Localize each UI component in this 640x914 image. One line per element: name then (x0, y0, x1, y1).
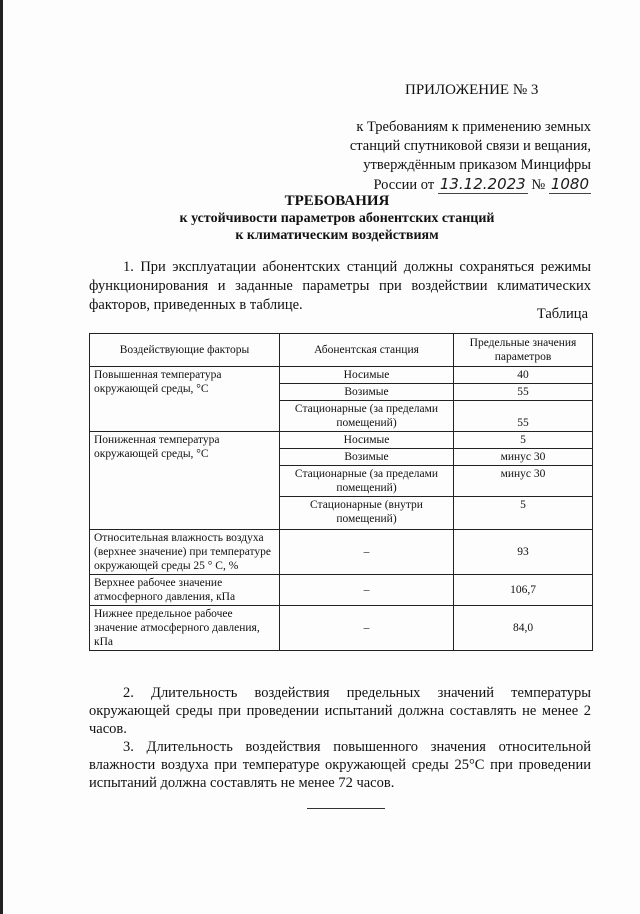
value-cell: 84,0 (454, 606, 593, 651)
station-cell: Возимые (280, 449, 454, 466)
value-cell: 93 (454, 530, 593, 575)
value-cell: 40 (454, 367, 593, 384)
value-cell: 5 (454, 497, 593, 530)
value-cell: 55 (454, 401, 593, 432)
reference-line: России от (373, 177, 435, 193)
appendix-title: ПРИЛОЖЕНИЕ № 3 (405, 82, 539, 98)
paragraph-3: 3. Длительность воздействия повышенного значения относительной влажности воздуха при температуре окружающей среды 25°С при проведении испытаний должна составлять не менее 72 часов. (89, 739, 591, 791)
factor-cell: Пониженная температура окружающей среды, °С (90, 432, 280, 530)
station-cell: Носимые (280, 367, 454, 384)
requirements-table (89, 333, 593, 651)
reference-line: к Требованиям к применению земных (356, 119, 591, 135)
station-cell: – (280, 575, 454, 606)
table-row (90, 367, 593, 384)
end-divider (307, 808, 385, 809)
title-line: к устойчивости параметров абонентских станций (179, 211, 495, 226)
station-cell: Стационарные (за пределами помещений) (280, 466, 454, 497)
station-cell: Возимые (280, 384, 454, 401)
reference-line: станций спутниковой связи и вещания, (349, 138, 591, 154)
title-line: к климатическим воздействиям (235, 228, 439, 243)
station-cell: Носимые (280, 432, 454, 449)
handwritten-date: 13.12.2023 (439, 175, 526, 193)
station-cell: Стационарные (за пределами помещений) (280, 401, 454, 432)
station-cell: – (280, 606, 454, 651)
table-header-row (90, 334, 593, 367)
value-cell: минус 30 (454, 449, 593, 466)
value-cell: 55 (454, 384, 593, 401)
paragraph-1: 1. При эксплуатации абонентских станций должны сохраняться режимы функционирования и заданные параметры при воздействии климатических факторов, приведенных в таблице. (89, 259, 591, 313)
paragraph-2: 2. Длительность воздействия предельных значений температуры окружающей среды при проведении испытаний должна составлять не менее 2 часов. (89, 685, 591, 737)
table-row (90, 575, 593, 606)
appendix-reference (339, 118, 591, 195)
header-cell: Воздействующие факторы (90, 334, 280, 367)
table-row (90, 432, 593, 449)
title-main: ТРЕБОВАНИЯ (284, 193, 390, 209)
handwritten-number: 1080 (550, 175, 589, 193)
station-cell: Стационарные (внутри помещений) (280, 497, 454, 530)
header-cell: Абонентская станция (280, 334, 454, 367)
factor-cell: Относительная влажность воздуха (верхнее значение) при температуре окружающей среды 25 ° С, % (90, 530, 280, 575)
number-label: № (531, 177, 546, 193)
value-cell: 106,7 (454, 575, 593, 606)
table-label: Таблица (536, 306, 588, 322)
factor-cell: Верхнее рабочее значение атмосферного давления, кПа (90, 575, 280, 606)
table-row (90, 530, 593, 575)
value-cell: минус 30 (454, 466, 593, 497)
table-row (90, 606, 593, 651)
factor-cell: Повышенная температура окружающей среды, °С (90, 367, 280, 432)
document-title (63, 193, 611, 244)
station-cell: – (280, 530, 454, 575)
header-cell: Предельные значения параметров (454, 334, 593, 367)
value-cell: 5 (454, 432, 593, 449)
reference-date-line (339, 175, 591, 195)
reference-line: утверждённым приказом Минцифры (363, 157, 591, 173)
factor-cell: Нижнее предельное рабочее значение атмосферного давления, кПа (90, 606, 280, 651)
